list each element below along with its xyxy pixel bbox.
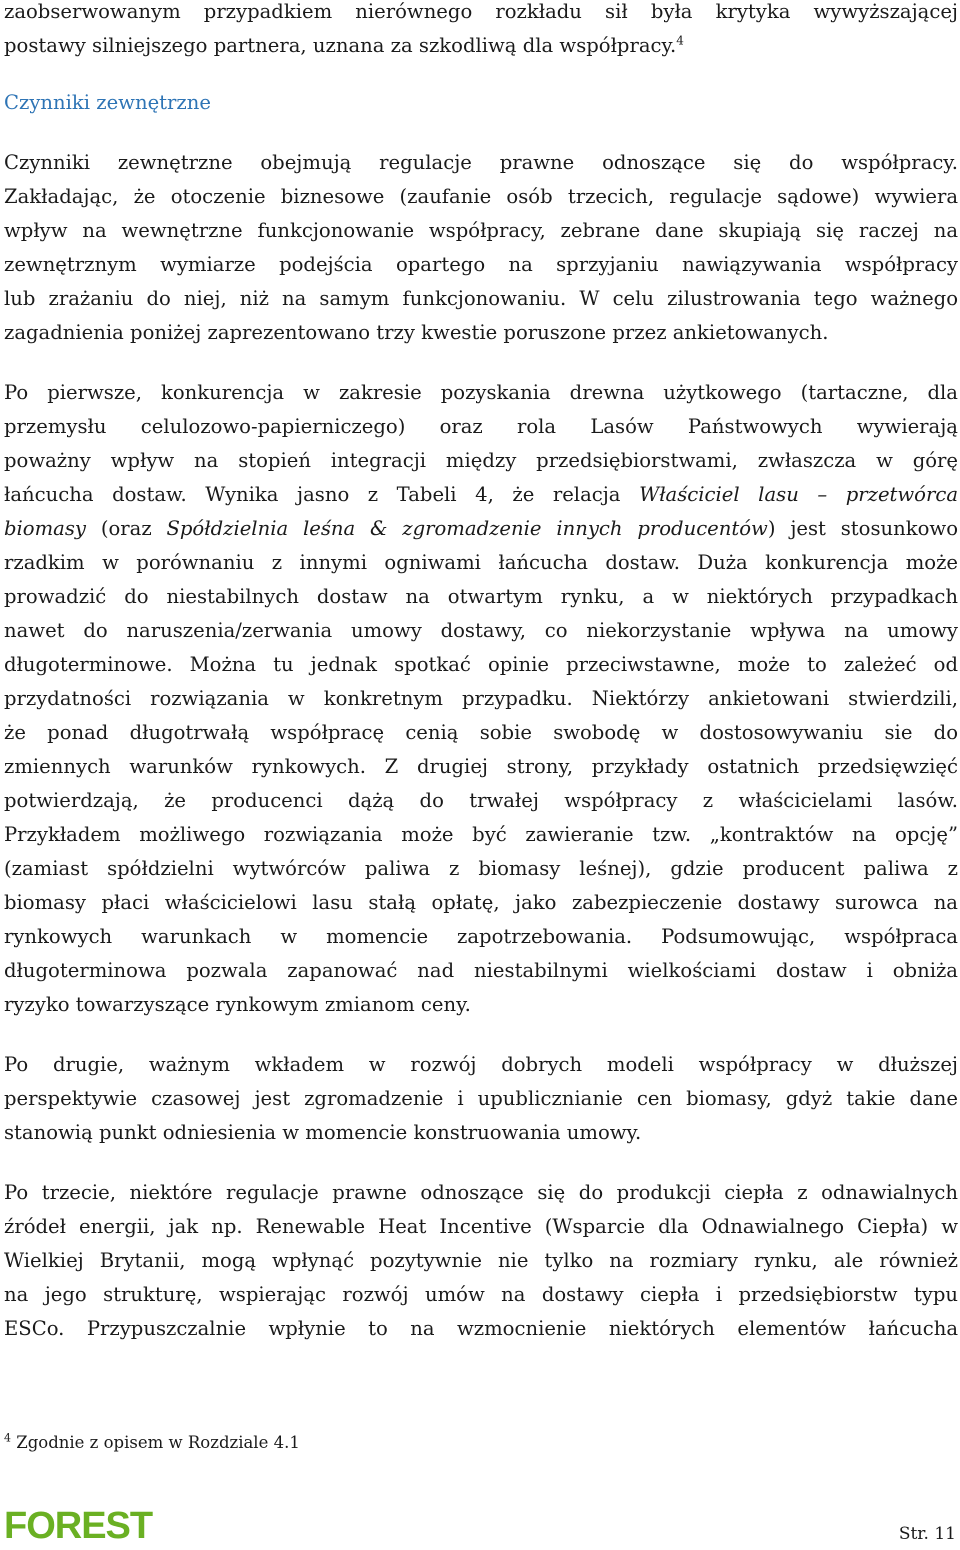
body-line: ryzyko towarzyszące rynkowym zmianom ceny.: [4, 993, 471, 1016]
body-line: potwierdzają, że producenci dążą do trwałej współpracy z właścicielami lasów.: [4, 789, 958, 812]
body-line: Po pierwsze, konkurencja w zakresie pozyskania drewna użytkowego (tartaczne, dla: [4, 381, 958, 404]
body-line: Zakładając, że otoczenie biznesowe (zaufanie osób trzecich, regulacje sądowe) wywiera: [4, 185, 958, 208]
body-line: długoterminowa pozwala zapanować nad niestabilnymi wielkościami dostaw i obniża: [4, 959, 958, 982]
page-number: Str. 11: [898, 1524, 956, 1544]
body-line: przemysłu celulozowo-papierniczego) oraz rola Lasów Państwowych wywierają: [4, 415, 958, 438]
body-line: perspektywie czasowej jest zgromadzenie i upublicznianie cen biomasy, gdyż takie dane: [4, 1087, 958, 1110]
body-line: długoterminowe. Można tu jednak spotkać opinie przeciwstawne, może to zależeć od: [4, 653, 958, 676]
body-line: łańcucha dostaw. Wynika jasno z Tabeli 4, że relacja Właściciel lasu – przetwórca: [4, 483, 959, 506]
body-line: zaobserwowanym przypadkiem nierównego rozkładu sił była krytyka wywyższającej: [4, 0, 958, 23]
logo-wordmark: FOREST: [4, 1505, 153, 1547]
body-line: rzadkim w porównaniu z innymi ogniwami łańcucha dostaw. Duża konkurencja może: [4, 551, 958, 574]
section-heading: Czynniki zewnętrzne: [4, 91, 211, 114]
body-line: ESCo. Przypuszczalnie wpłynie to na wzmocnienie niektórych elementów łańcucha: [4, 1317, 958, 1340]
body-line: prowadzić do niestabilnych dostaw na otwartym rynku, a w niektórych przypadkach: [4, 585, 958, 608]
body-line: biomasy (oraz Spółdzielnia leśna & zgromadzenie innych producentów) jest stosunkowo: [4, 517, 958, 540]
body-line: zewnętrznym wymiarze podejścia opartego na sprzyjaniu nawiązywania współpracy: [4, 253, 958, 276]
body-line: rynkowych warunkach w momencie zapotrzebowania. Podsumowując, współpraca: [4, 925, 958, 948]
footnote-reference[interactable]: 4: [676, 33, 684, 48]
footnote: [4, 1428, 300, 1458]
body-line: biomasy płaci właścicielowi lasu stałą opłatę, jako zabezpieczenie dostawy surowca na: [4, 891, 958, 914]
italic-term: Właściciel lasu – przetwórca: [639, 483, 959, 506]
body-line: zmiennych warunków rynkowych. Z drugiej strony, przykłady ostatnich przedsięwzięć: [4, 755, 958, 778]
body-line: Wielkiej Brytanii, mogą wpłynąć pozytywnie nie tylko na rozmiary rynku, ale również: [4, 1249, 958, 1272]
italic-term: biomasy: [4, 517, 86, 540]
body-line: nawet do naruszenia/zerwania umowy dostawy, co niekorzystanie wpływa na umowy: [4, 619, 958, 642]
body-line: lub zrażaniu do niej, niż na samym funkcjonowaniu. W celu zilustrowania tego ważnego: [4, 287, 958, 310]
body-line: zagadnienia poniżej zaprezentowano trzy kwestie poruszone przez ankietowanych.: [4, 321, 829, 344]
body-line: Po drugie, ważnym wkładem w rozwój dobrych modeli współpracy w dłuższej: [4, 1053, 958, 1076]
body-line: postawy silniejszego partnera, uznana za szkodliwą dla współpracy.$^4$: [4, 33, 684, 57]
body-line: źródeł energii, jak np. Renewable Heat Incentive (Wsparcie dla Odnawialnego Ciepła) w: [4, 1215, 958, 1238]
italic-term: Spółdzielnia leśna & zgromadzenie innych producentów: [166, 517, 768, 540]
body-line: stanowią punkt odniesienia w momencie konstruowania umowy.: [4, 1121, 642, 1144]
body-line: poważny wpływ na stopień integracji między przedsiębiorstwami, zwłaszcza w górę: [4, 449, 958, 472]
body-line: wpływ na wewnętrzne funkcjonowanie współpracy, zebrane dane skupiają się raczej na: [4, 219, 958, 242]
body-line: Po trzecie, niektóre regulacje prawne odnoszące się do produkcji ciepła z odnawialnych: [4, 1181, 958, 1204]
footnote-number: 4: [4, 1431, 11, 1445]
body-line: Czynniki zewnętrzne obejmują regulacje prawne odnoszące się do współpracy.: [4, 151, 958, 174]
body-line: przydatności rozwiązania w konkretnym przypadku. Niektórzy ankietowani stwierdzili,: [4, 687, 958, 710]
body-line: Przykładem możliwego rozwiązania może być zawieranie tzw. „kontraktów na opcję”: [4, 823, 958, 846]
footnote-text: Zgodnie z opisem w Rozdziale 4.1: [16, 1433, 300, 1452]
forest-logo: [4, 1500, 153, 1547]
body-line: że ponad długotrwałą współpracę cenią sobie swobodę w dostosowywaniu sie do: [4, 721, 958, 744]
body-line: na jego strukturę, wspierając rozwój umów na dostawy ciepła i przedsiębiorstw typu: [4, 1283, 958, 1306]
body-line: (zamiast spółdzielni wytwórców paliwa z biomasy leśnej), gdzie producent paliwa z: [4, 857, 958, 880]
